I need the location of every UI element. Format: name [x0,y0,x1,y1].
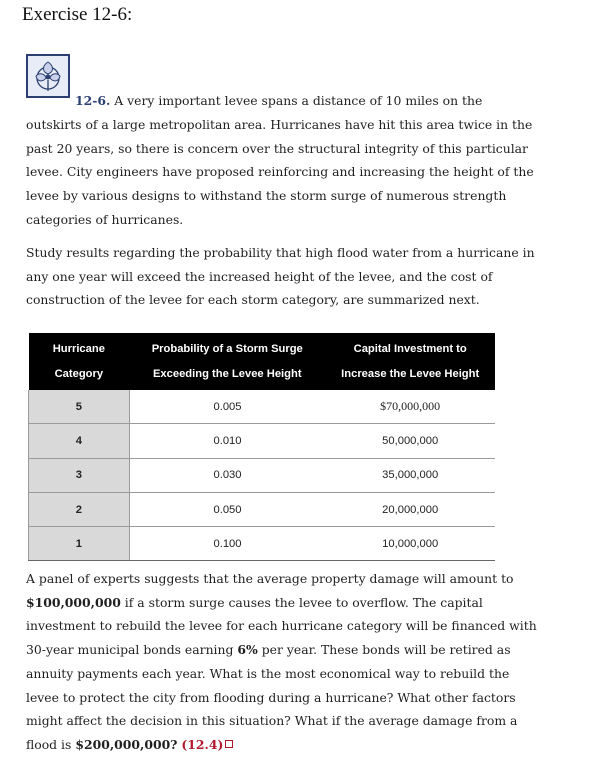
cell-investment: 35,000,000 [325,458,495,492]
interest-rate: 6% [237,642,258,658]
table-row [29,390,496,424]
cell-category: 2 [29,492,130,526]
cell-category: 3 [29,458,130,492]
header-investment: Capital Investment to Increase the Levee Height [325,333,495,390]
table-row [29,527,496,561]
cell-investment: 10,000,000 [325,527,495,561]
damage-amount-alt: $200,000,000? [75,736,178,752]
cell-probability: 0.100 [129,527,325,561]
levee-data-table [28,333,495,561]
cell-category: 4 [29,424,130,458]
study-results-text: Study results regarding the probability that high flood water from a hurricane in any one year will exceed the increased height of the levee, and the cost of construction of the levee for each storm category, are summarized next. [26,245,535,308]
table-row [29,458,496,492]
problem-intro-first-line [75,89,595,113]
cell-category: 5 [29,390,130,424]
table-header-row [29,333,496,390]
damage-amount: $100,000,000 [26,594,121,610]
header-category: Hurricane Category [29,333,130,390]
problem-intro: outskirts of a large metropolitan area. Hurricanes have hit this area twice in the past 20 years, so there is concern over the structural integrity of this particular levee. City engineers have proposed reinforcing and increasing the height of the levee by various designs to withstand the storm surge of numerous strength categories of hurricanes. [26,117,534,227]
page-title: Exercise 12-6: [22,4,133,25]
table-row [29,492,496,526]
header-probability: Probability of a Storm Surge Exceeding the Levee Height [129,333,325,390]
closing-question: A panel of experts suggests that the average property damage will amount to $100,000,000 if a storm surge causes the levee to overflow. The capital investment to rebuild the levee for each hurricane category will be financed with 30-year municipal bonds earning 6% per year. These bonds will be retired as annuity payments each year. What is the most economical way to rebuild the levee to protect the city from flooding during a hurricane? What other factors might affect the decision in this situation? What if the average damage from a flood is $200,000,000? (12.4) [26,571,537,752]
table-row [29,424,496,458]
section-reference-link[interactable]: (12.4) [181,737,233,752]
cell-probability: 0.050 [129,492,325,526]
problem-intro-line1: A very important levee spans a distance of 10 miles on the [114,93,483,108]
cell-probability: 0.005 [129,390,325,424]
reference-link-icon [225,740,233,748]
flower-badge-icon [26,54,70,98]
cell-investment: 20,000,000 [325,492,495,526]
cell-probability: 0.030 [129,458,325,492]
problem-number: 12-6. [75,93,111,108]
cell-investment: 50,000,000 [325,424,495,458]
cell-investment: $70,000,000 [325,390,495,424]
cell-category: 1 [29,527,130,561]
cell-probability: 0.010 [129,424,325,458]
